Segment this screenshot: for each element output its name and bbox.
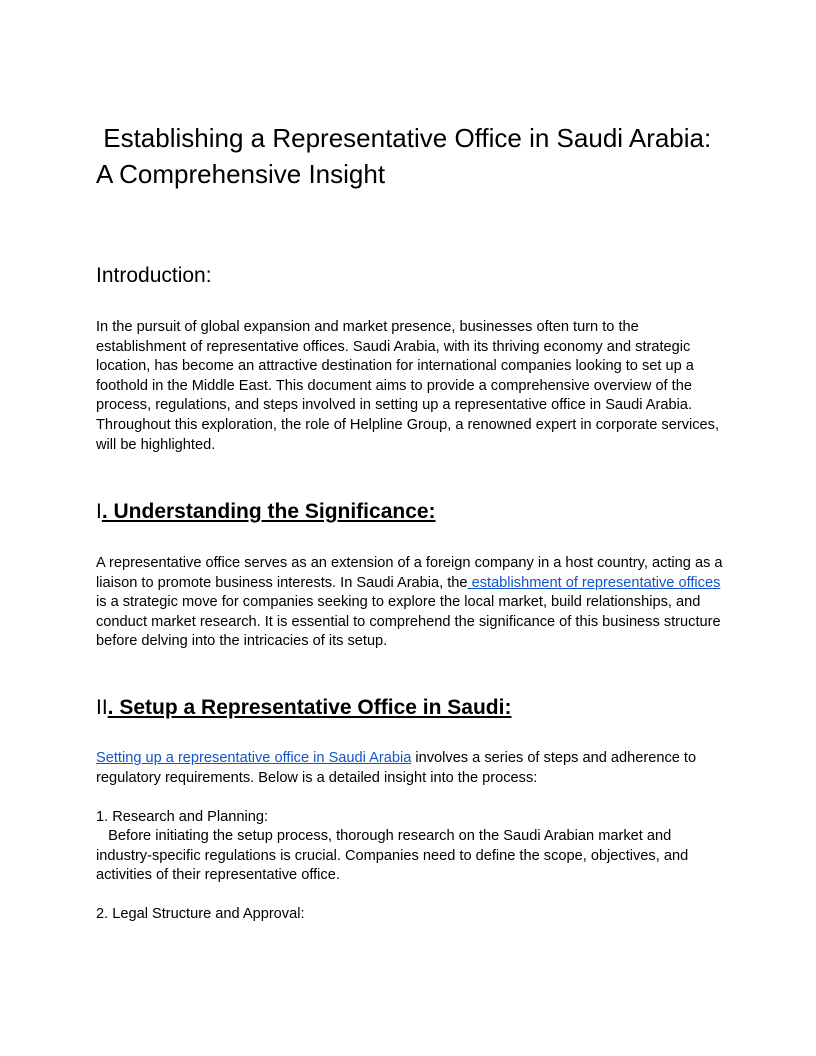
document-title: Establishing a Representative Office in Saudi Arabia: A Comprehensive Insight	[96, 123, 718, 189]
intro-paragraph: In the pursuit of global expansion and market presence, businesses often turn to the establishment of representative offices. Saudi Arabia, with its thriving economy and strategic location, has become an attractive destination for international companies looking to set up a foothold in the Middle East. This document aims to provide a comprehensive overview of the process, regulations, and steps involved in setting up a representative office in Saudi Arabia. Throughout this exploration, the role of Helpline Group, a renowned expert in corporate services, will be highlighted.	[96, 319, 720, 453]
step-1-text: Before initiating the setup process, thorough research on the Saudi Arabian market and industry-specific regulations is crucial. Companies need to define the scope, objectives, and activities of their representative office.	[96, 828, 689, 884]
section-2-heading	[96, 694, 511, 722]
step-1-title: 1. Research and Planning:	[96, 809, 268, 825]
section-2-number: II	[96, 696, 108, 719]
section-1-paragraph	[96, 554, 724, 652]
intro-heading: Introduction:	[96, 264, 212, 287]
section-2-text-after-link: involves a series of steps and adherence to regulatory requirements. Below is a detailed insight into the process:	[96, 750, 697, 786]
step-1-indent	[96, 828, 108, 844]
section-1-text-after-link: is a strategic move for companies seeking to explore the local market, build relationships, and conduct market research. It is essential to comprehend the significance of this business structure before delving into the intricacies of its setup.	[96, 594, 721, 650]
setup-office-link[interactable]: Setting up a representative office in Saudi Arabia	[96, 750, 412, 766]
section-1-number: I	[96, 500, 102, 523]
section-1-text-before-link: A representative office serves as an extension of a foreign company in a host country, acting as a liaison to promote business interests. In Saudi Arabia, the	[96, 555, 723, 591]
section-2-title: . Setup a Representative Office in Saudi:	[107, 696, 512, 719]
step-1-body	[96, 827, 724, 886]
section-1-heading	[96, 498, 436, 526]
section-2-paragraph	[96, 749, 724, 788]
establishment-link[interactable]: establishment of representative offices	[467, 574, 721, 591]
step-2-title: 2. Legal Structure and Approval:	[96, 906, 305, 922]
section-1-title: . Understanding the Significance:	[101, 500, 436, 523]
